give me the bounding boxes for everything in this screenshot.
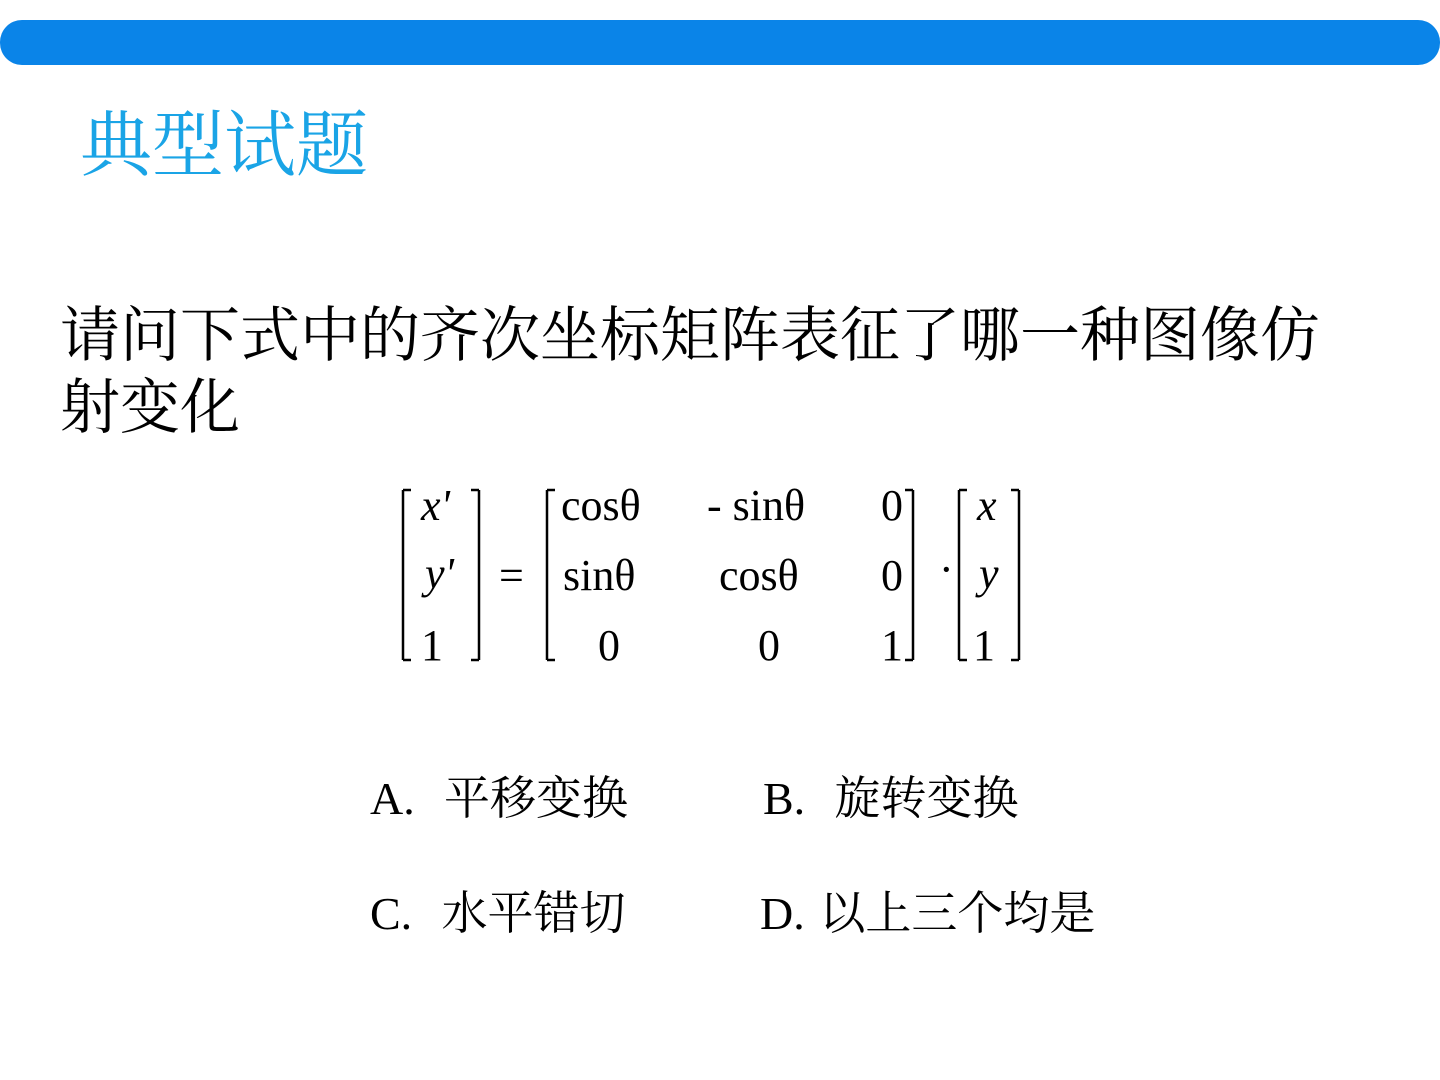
- matrix-formula: [395, 470, 1035, 680]
- option-c-letter: C.: [370, 888, 413, 939]
- rhs-y: y: [979, 549, 999, 598]
- rhs-one: 1: [973, 621, 995, 670]
- lhs-x: x': [421, 481, 450, 530]
- option-d-letter: D.: [760, 888, 805, 939]
- option-d-text: 以上三个均是: [819, 886, 1096, 940]
- m22: cosθ: [719, 551, 799, 600]
- question-text: 请问下式中的齐次坐标矩阵表征了哪一种图像仿射变化: [60, 301, 1320, 443]
- option-d[interactable]: [760, 885, 1095, 942]
- m11: cosθ: [561, 481, 641, 530]
- slide-title: 典型试题: [80, 103, 369, 187]
- option-c[interactable]: [370, 885, 625, 942]
- lhs-y: y': [425, 549, 454, 598]
- m33: 1: [881, 621, 903, 670]
- option-a-letter: A.: [370, 773, 415, 824]
- option-b-letter: B.: [763, 773, 806, 824]
- dot-operator: ·: [939, 545, 954, 594]
- rhs-x: x: [977, 481, 997, 530]
- m21: sinθ: [563, 551, 636, 600]
- m12: - sinθ: [707, 481, 806, 530]
- m13: 0: [881, 481, 903, 530]
- lhs-one: 1: [421, 621, 443, 670]
- option-a-text: 平移变换: [443, 771, 628, 825]
- option-a[interactable]: [370, 770, 628, 827]
- header-bar: [0, 20, 1440, 65]
- option-c-text: 水平错切: [441, 886, 626, 940]
- m32: 0: [758, 621, 780, 670]
- option-b[interactable]: [763, 770, 1018, 827]
- option-b-text: 旋转变换: [834, 771, 1019, 825]
- equals-sign: =: [499, 551, 524, 600]
- m23: 0: [881, 551, 903, 600]
- formula-svg: [395, 470, 1035, 680]
- m31: 0: [598, 621, 620, 670]
